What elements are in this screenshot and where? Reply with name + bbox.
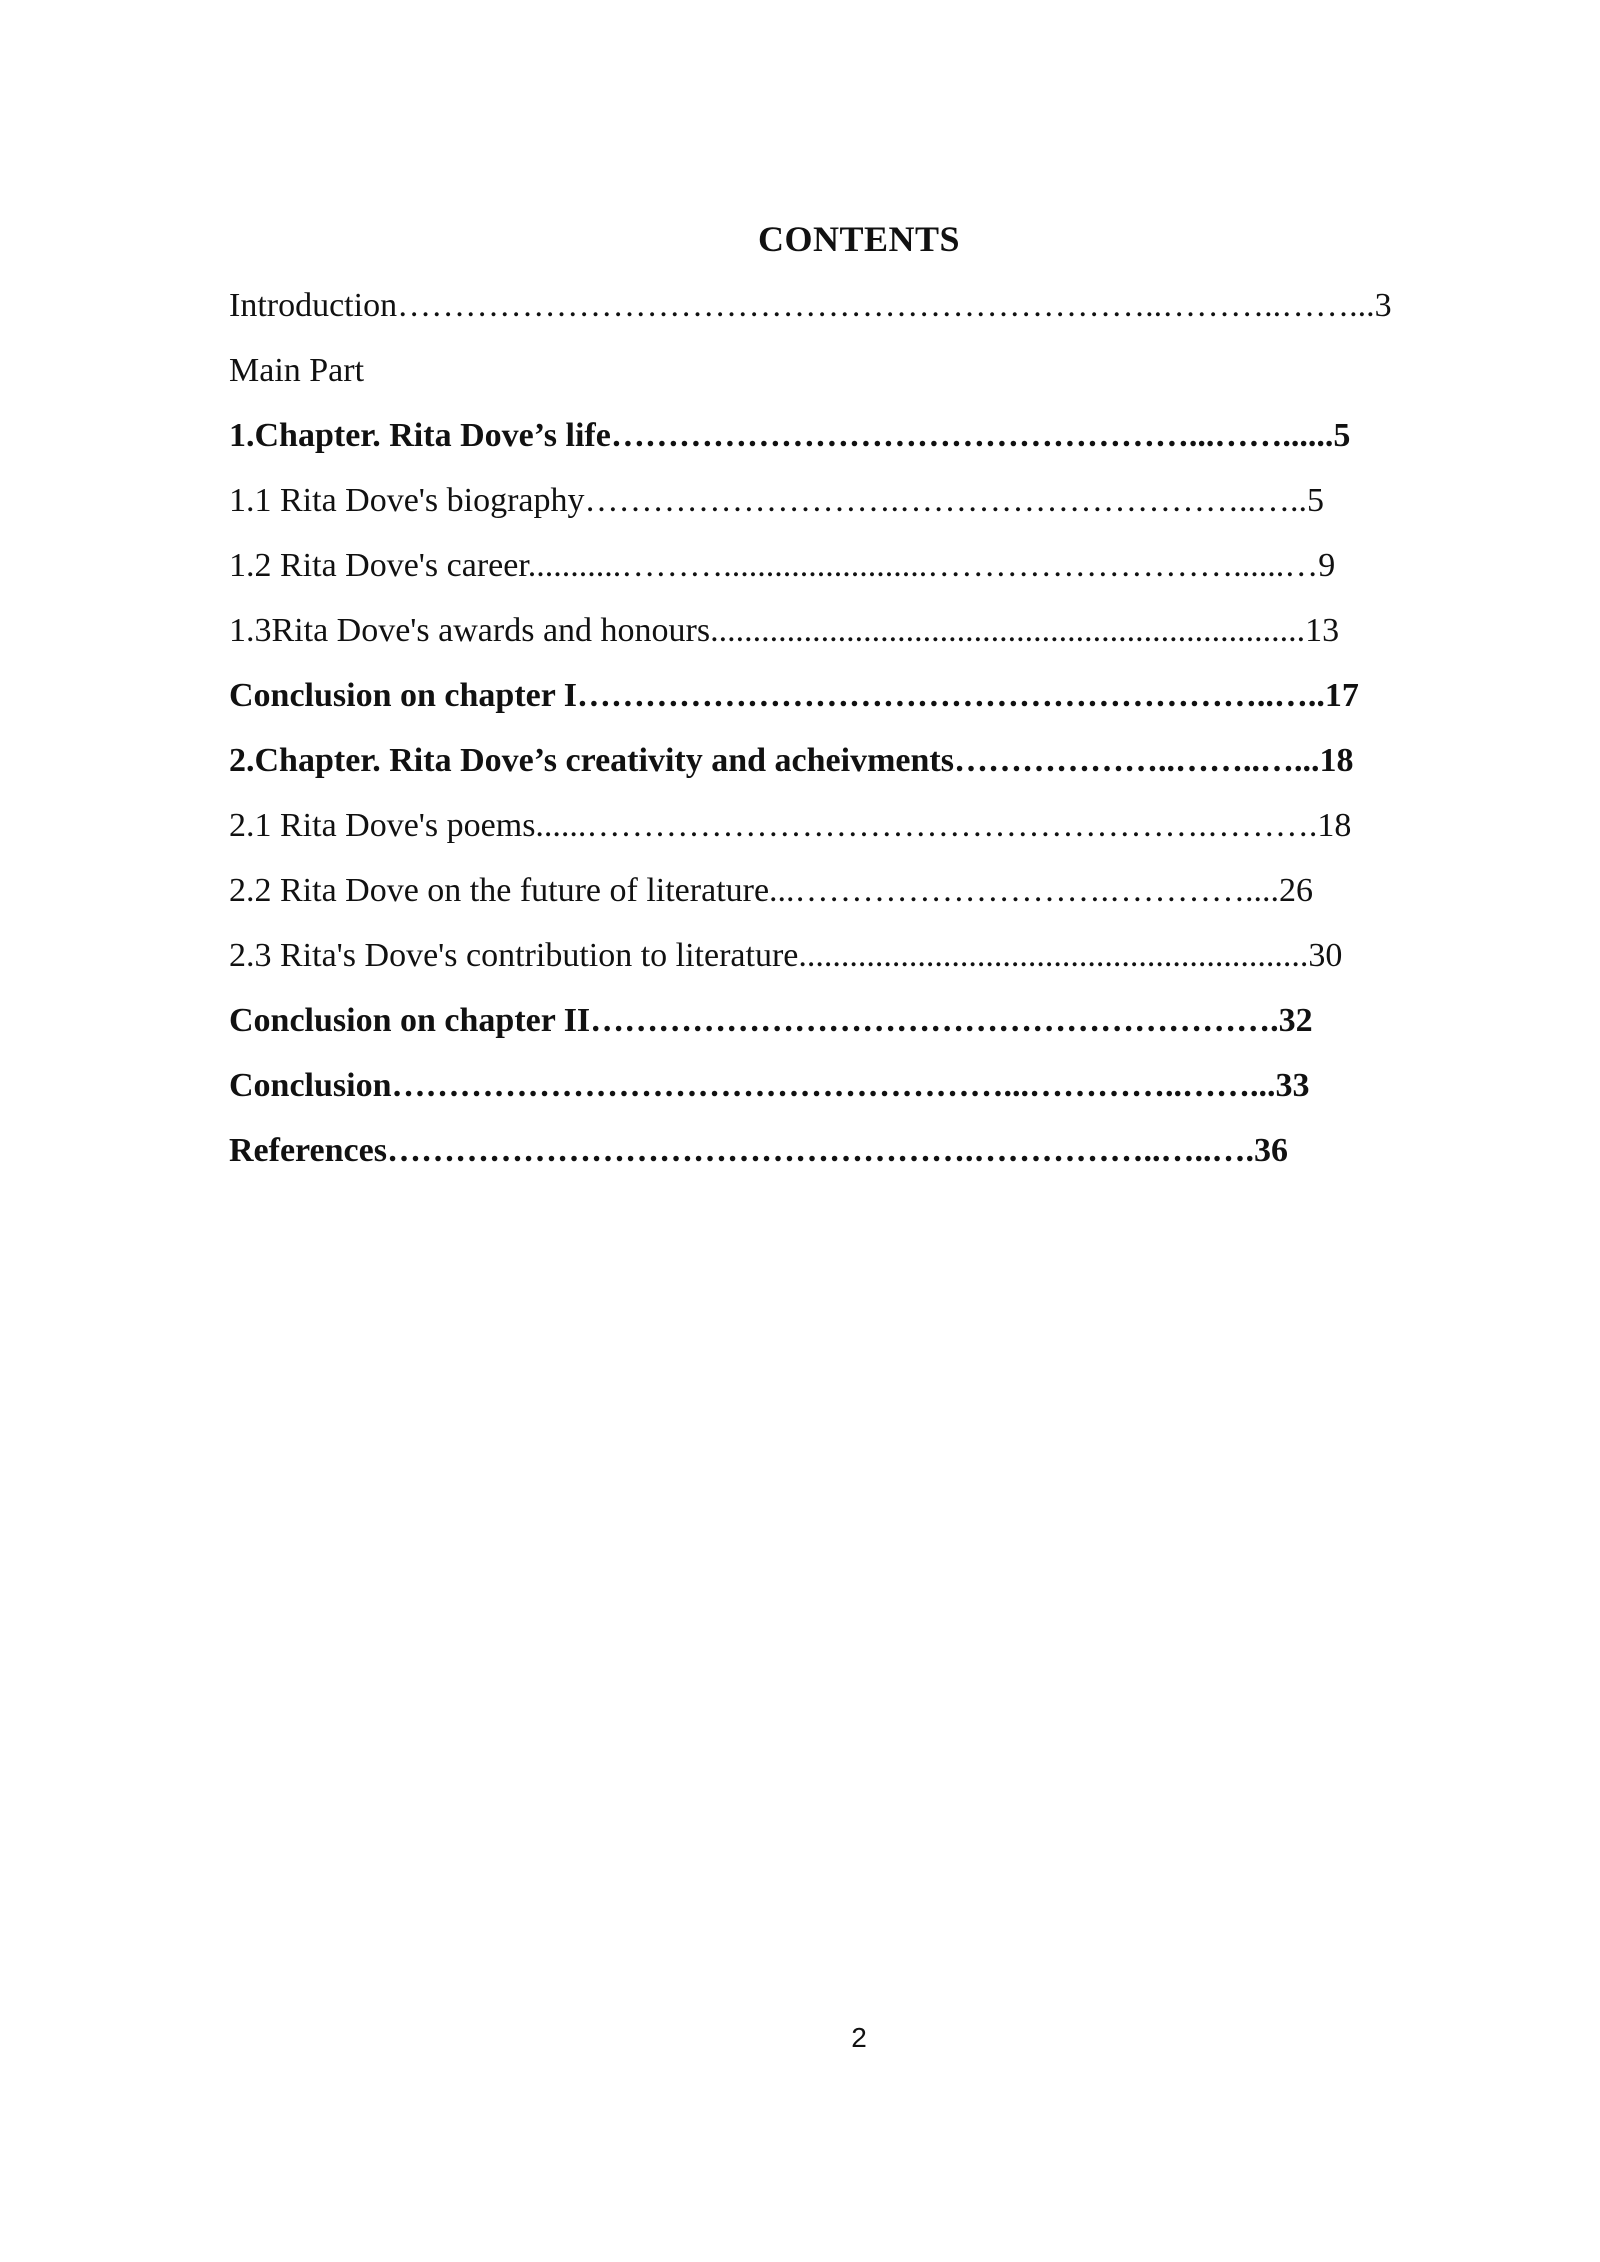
- page-number: 2: [851, 2022, 867, 2053]
- table-of-contents: [229, 282, 1479, 1192]
- toc-entry-text: 2.Chapter. Rita Dove’s creativity and acheivments………………..……..…...18: [229, 742, 1354, 779]
- toc-entry-main-part: [229, 347, 1479, 412]
- toc-entry-text: 2.3 Rita's Dove's contribution to literature............................................................30: [229, 937, 1343, 974]
- toc-entry-text: Conclusion………………………………………………...…………..……...33: [229, 1067, 1310, 1104]
- toc-entry-1-2: [229, 542, 1479, 607]
- toc-entry-references: [229, 1127, 1479, 1192]
- toc-entry-2-2: [229, 867, 1479, 932]
- toc-entry-conclusion: [229, 1062, 1479, 1127]
- toc-entry-conclusion-chapter-1: [229, 672, 1479, 737]
- toc-entry-chapter-1: [229, 412, 1479, 477]
- toc-entry-text: 1.Chapter. Rita Dove’s life……………………………………………...……......5: [229, 417, 1351, 454]
- toc-entry-text: 1.3Rita Dove's awards and honours......................................................................13: [229, 612, 1340, 649]
- toc-entry-text: References…………………………………………….……………..…..….36: [229, 1132, 1288, 1169]
- toc-entry-text: Conclusion on chapter II…………………………………………………….32: [229, 1002, 1313, 1039]
- toc-entry-2-3: [229, 932, 1479, 997]
- toc-entry-2-1: [229, 802, 1479, 867]
- toc-entry-chapter-2: [229, 737, 1479, 802]
- toc-entry-conclusion-chapter-2: [229, 997, 1479, 1062]
- toc-entry-text: 2.2 Rita Dove on the future of literature...……………………….…………....26: [229, 872, 1314, 909]
- toc-entry-text: Main Part: [229, 352, 365, 389]
- contents-title: CONTENTS: [757, 219, 961, 259]
- toc-entry-text: 1.1 Rita Dove's biography……………………….…………………………..…..5: [229, 482, 1325, 519]
- toc-entry-text: Introduction…………………………………………………………..………..……...3: [229, 287, 1392, 324]
- toc-entry-text: 1.2 Rita Dove's career...........………........................………………………......…9: [229, 547, 1336, 584]
- toc-entry-introduction: [229, 282, 1479, 347]
- toc-entry-text: 2.1 Rita Dove's poems......……………………………………………….……….18: [229, 807, 1352, 844]
- toc-entry-text: Conclusion on chapter I……………………………………………………..…..17: [229, 677, 1359, 714]
- toc-entry-1-1: [229, 477, 1479, 542]
- toc-entry-1-3: [229, 607, 1479, 672]
